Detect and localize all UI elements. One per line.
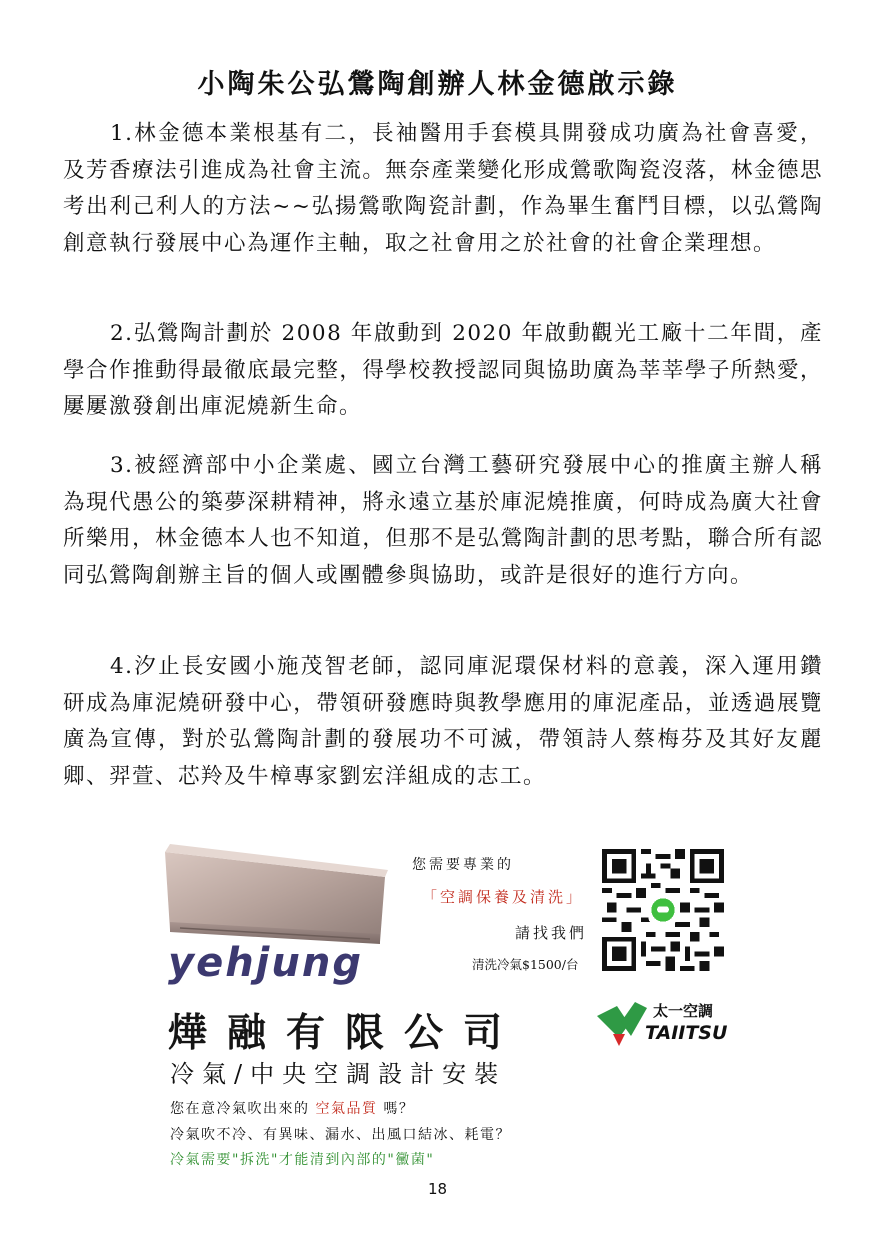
- taiitsu-cn-label: 太一空調: [653, 1002, 714, 1020]
- company-name: 燁融有限公司: [168, 1010, 523, 1056]
- taiitsu-en-label: TAIITSU: [645, 1022, 728, 1044]
- air-quality-question: [170, 1098, 414, 1118]
- brand-script-logo: yehjung: [168, 940, 363, 986]
- page-title: 小陶朱公弘鶯陶創辦人林金德啟示錄: [197, 69, 678, 100]
- question-prefix: 您在意冷氣吹出來的: [170, 1101, 310, 1117]
- ad-contact-line: 請找我們: [515, 924, 588, 942]
- ad-price-line: 清洗冷氣$1500/台: [472, 957, 579, 972]
- wash-line: 冷氣需要"拆洗"才能清到內部的"黴菌": [170, 1152, 435, 1168]
- company-subtitle: 冷氣/中央空調設計安裝: [170, 1060, 507, 1088]
- question-suffix: 嗎？: [383, 1101, 415, 1117]
- qr-code-icon: [602, 849, 724, 971]
- page-number: 18: [427, 1180, 448, 1198]
- question-highlight: 空氣品質: [315, 1101, 378, 1117]
- advertisement: [140, 822, 740, 1172]
- ad-need-line: 您需要專業的: [412, 857, 514, 873]
- paragraph-4: 4.汐止長安國小施茂智老師，認同庫泥環保材料的意義，深入運用鑽研成為庫泥燒研發中心，帶領研發應時與教學應用的庫泥產品，並透過展覽廣為宣傳，對於弘鶯陶計劃的發展功不可滅，帶領詩人蔡梅芬及其好友麗卿、羿萱、芯羚及牛樟專家劉宏洋組成的志工。: [63, 654, 823, 789]
- ad-service-line: 「空調保養及清洗」: [422, 888, 585, 906]
- paragraph-3: 3.被經濟部中小企業處、國立台灣工藝研究發展中心的推廣主辦人稱為現代愚公的築夢深耕精神，將永遠立基於庫泥燒推廣，何時成為廣大社會所樂用，林金德本人也不知道，但那不是弘鶯陶計劃的思考點，聯合所有認同弘鶯陶創辦主旨的個人或團體參與協助，或許是很好的進行方向。: [63, 453, 823, 588]
- problems-line: 冷氣吹不冷、有異味、漏水、出風口結冰、耗電？: [170, 1127, 511, 1143]
- paragraph-2: 2.弘鶯陶計劃於 2008 年啟動到 2020 年啟動觀光工廠十二年間，產學合作推動得最徹底最完整，得學校教授認同與協助廣為莘莘學子所熱愛，屢屢激發創出庫泥燒新生命。: [63, 321, 823, 419]
- paragraph-1: 1.林金德本業根基有二，長袖醫用手套模具開發成功廣為社會喜愛，及芳香療法引進成為社會主流。無奈產業變化形成鶯歌陶瓷沒落，林金德思考出利己利人的方法~~弘揚鶯歌陶瓷計劃，作為畢生奮鬥目標，以弘鶯陶創意執行發展中心為運作主軸，取之社會用之於社會的社會企業理想。: [63, 121, 823, 256]
- taiitsu-logo-icon: [595, 994, 735, 1054]
